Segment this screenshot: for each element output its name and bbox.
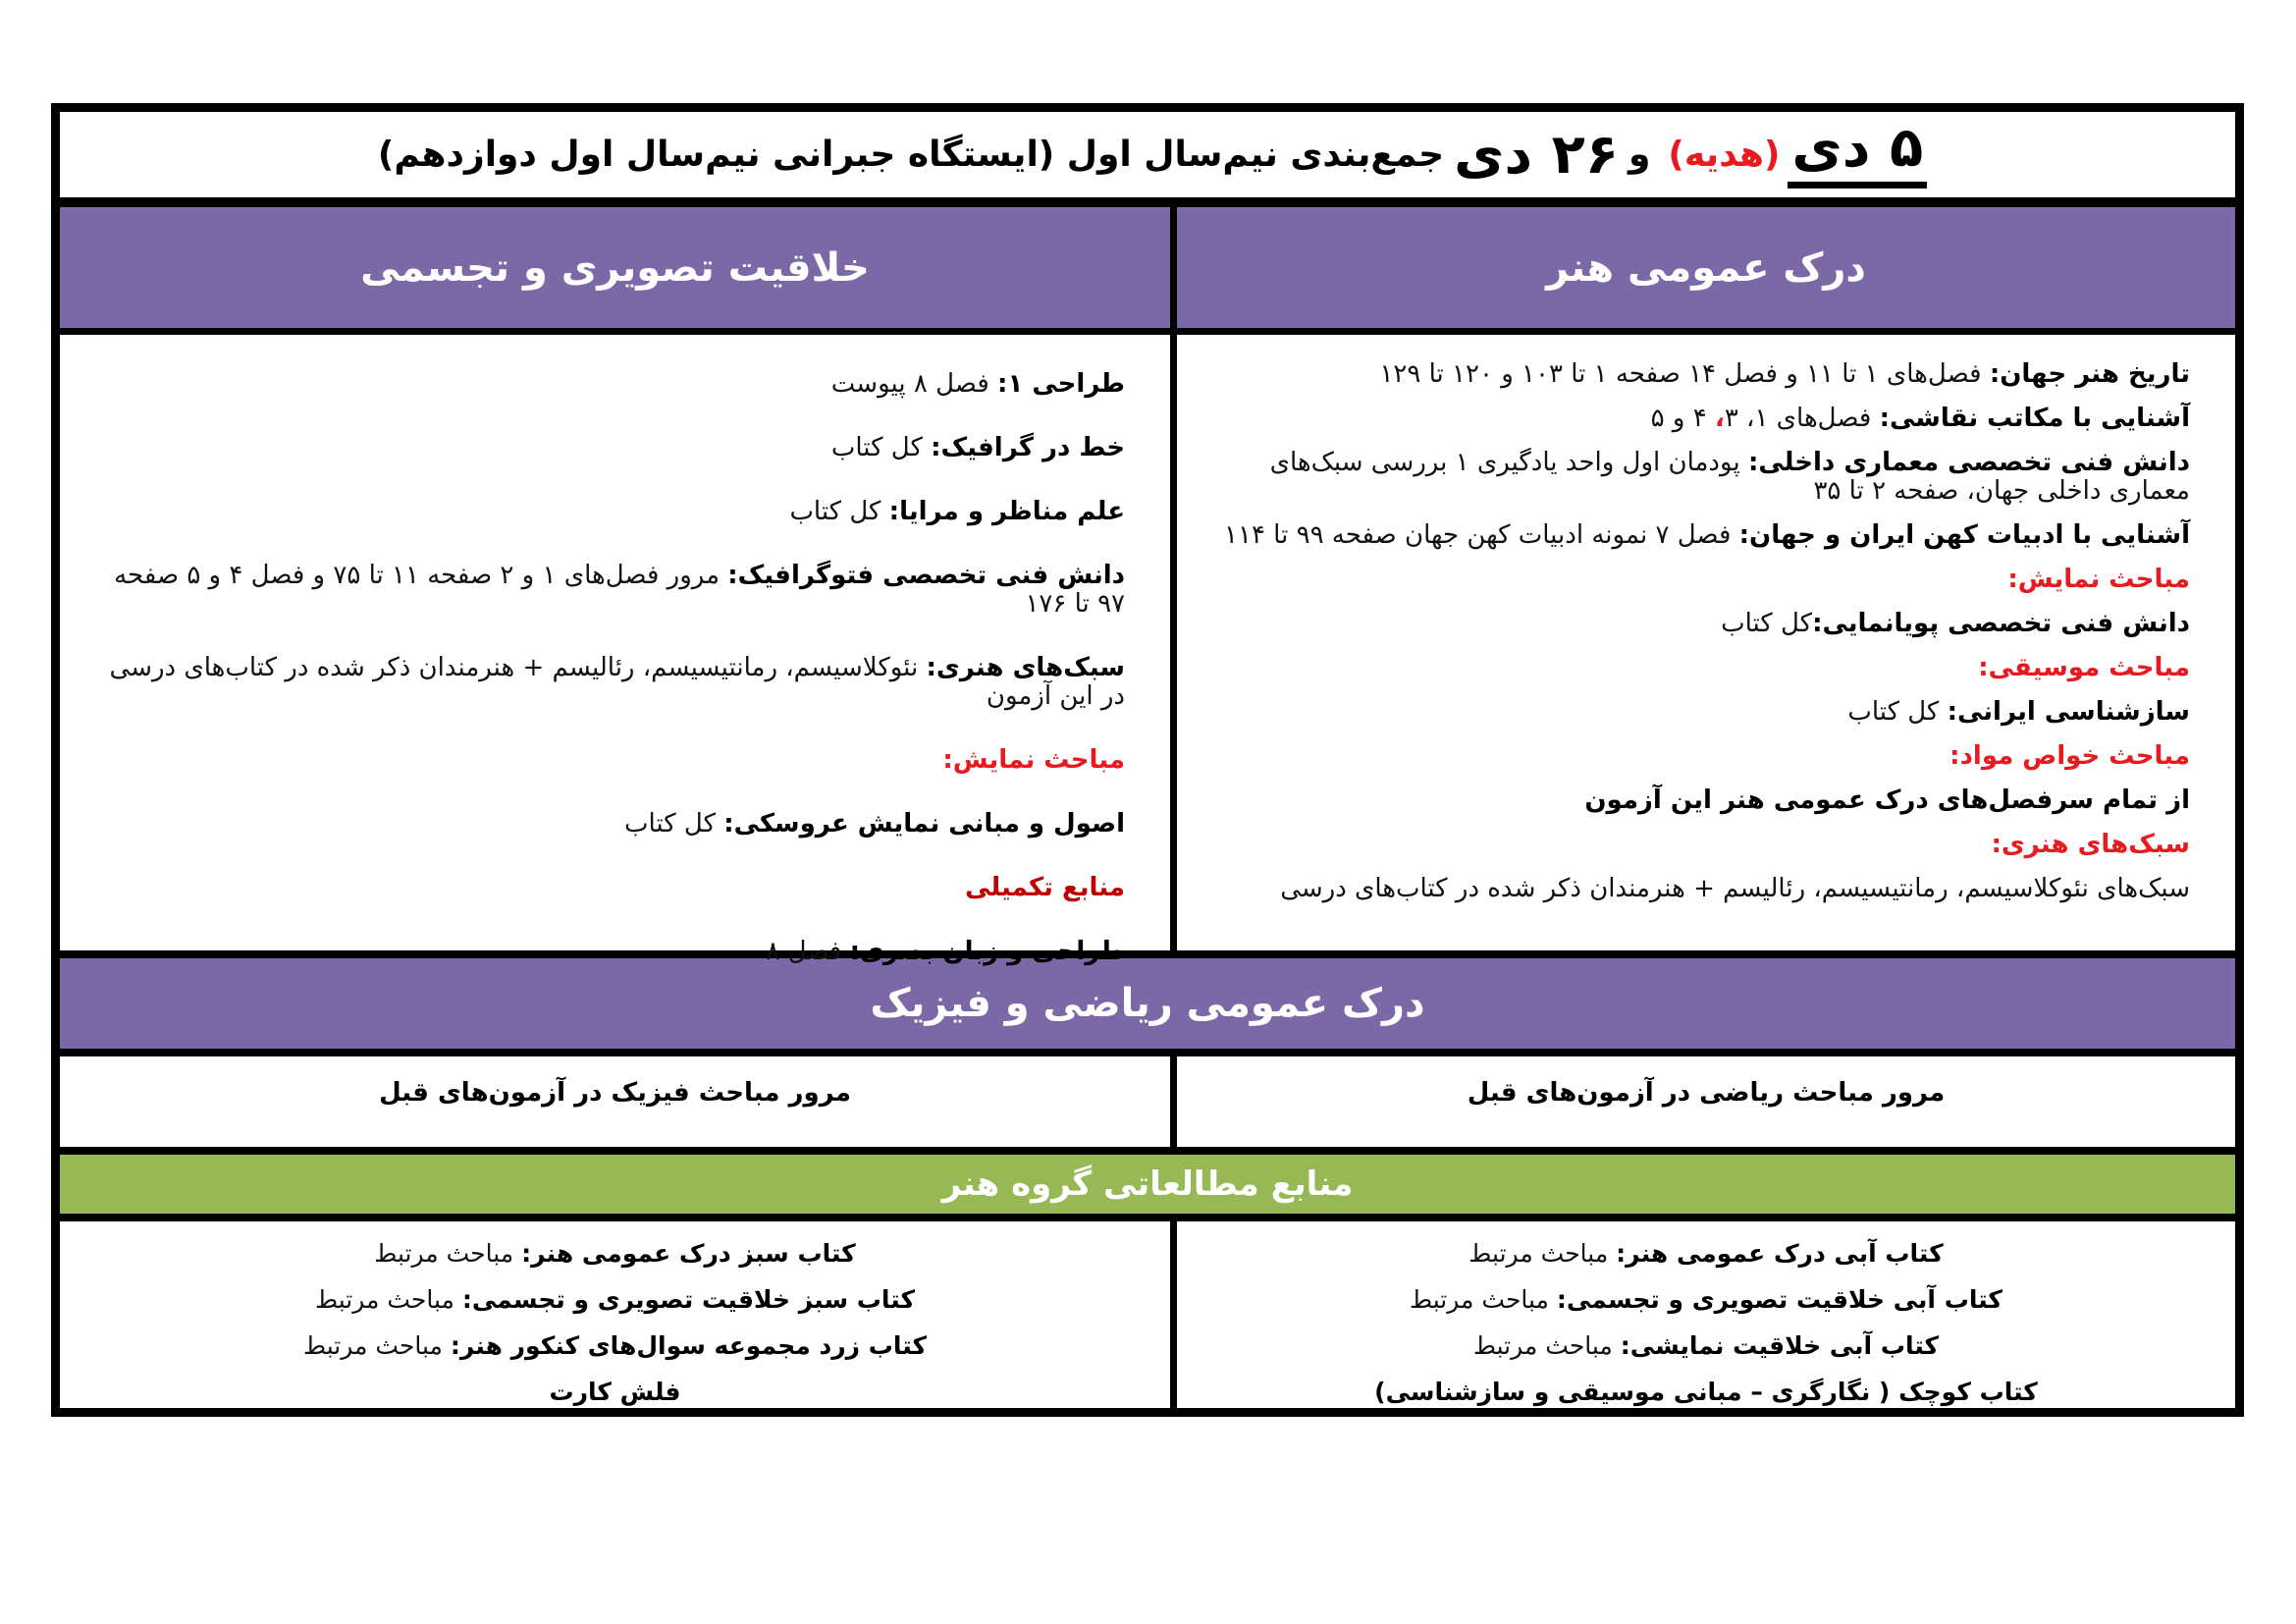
item-value: مباحث مرتبط: [374, 1239, 522, 1268]
item-value: پودمان اول واحد یادگیری ۱ بررسی سبک‌های معماری داخلی جهان، صفحه ۲ تا ۳۵: [1269, 448, 2190, 506]
item-value: فصل ۷ نمونه ادبیات کهن جهان صفحه ۹۹ تا ۱۱۴: [1224, 520, 1739, 550]
item-value: مباحث مرتبط: [1410, 1285, 1557, 1314]
section-label: منابع تکمیلی: [965, 873, 1125, 902]
title-conjunction: و: [1629, 135, 1651, 175]
content-line: [95, 370, 1125, 399]
subject-content-row: [60, 335, 2235, 966]
item-label: طراحی و زبان بصری:: [849, 937, 1125, 966]
content-line: [60, 1331, 1170, 1361]
subject-header-row: [60, 207, 2235, 335]
content-line: [1212, 449, 2190, 506]
content-line: [95, 810, 1125, 839]
title-date-2: ۲۶ دی: [1454, 122, 1619, 187]
general-art-content: [1170, 335, 2235, 950]
content-line: [1177, 1285, 2235, 1315]
item-value: کل کتاب: [624, 809, 724, 839]
content-line: [1212, 566, 2190, 594]
item-value: کل کتاب: [789, 497, 889, 526]
content-line: [1212, 610, 2190, 638]
section-label: ،: [1714, 404, 1725, 433]
item-value: مباحث مرتبط: [302, 1331, 451, 1360]
item-label: سازشناسی ایرانی:: [1947, 697, 2190, 727]
content-line: [1212, 831, 2190, 859]
resources-blue-books: [1170, 1221, 2235, 1408]
item-label: دانش فنی تخصصی معماری داخلی:: [1747, 448, 2190, 477]
study-plan-table: [51, 103, 2244, 1417]
content-line: [95, 874, 1125, 902]
item-label: کتاب کوچک ( نگارگری – مبانی موسیقی و سازشناسی): [1374, 1378, 2038, 1406]
header-general-art: درک عمومی هنر: [1170, 207, 2235, 328]
item-label: از تمام سرفصل‌های درک عمومی هنر این آزمون: [1584, 785, 2190, 815]
item-label: اصول و مبانی نمایش عروسکی:: [723, 809, 1125, 839]
item-value: مباحث مرتبط: [1468, 1239, 1617, 1268]
content-line: [95, 938, 1125, 966]
item-label: علم مناظر و مرایا:: [888, 497, 1125, 526]
item-value: فصل ۸: [766, 937, 850, 966]
item-value: مباحث مرتبط: [314, 1285, 462, 1314]
item-label: کتاب سبز درک عمومی هنر:: [521, 1239, 856, 1268]
content-line: [1212, 360, 2190, 389]
header-visual-creativity: خلاقیت تصویری و تجسمی: [60, 207, 1170, 328]
item-value: کل کتاب: [830, 433, 932, 462]
content-line: [1177, 1239, 2235, 1269]
content-line: [1177, 1378, 2235, 1407]
item-value: مرور فصل‌های ۱ و ۲ صفحه ۱۱ تا ۷۵ و فصل ۴ و ۵ صفحه ۹۷ تا ۱۷۶: [114, 561, 1125, 619]
item-label: کتاب آبی خلاقیت تصویری و تجسمی:: [1556, 1285, 2002, 1314]
content-line: [1177, 1331, 2235, 1361]
item-value: سبک‌های نئوکلاسیسم، رمانتیسیسم، رئالیسم + هنرمندان ذکر شده در کتاب‌های درسی: [1280, 874, 2190, 903]
item-label: طراحی ۱:: [997, 369, 1125, 399]
content-line: [60, 1378, 1170, 1407]
item-label: تاریخ هنر جهان:: [1989, 359, 2190, 389]
math-review: مرور مباحث ریاضی در آزمون‌های قبل: [1170, 1056, 2235, 1147]
section-label: سبک‌های هنری:: [1991, 830, 2190, 859]
content-line: [1212, 742, 2190, 771]
title-row: [60, 112, 2235, 207]
content-line: [1212, 698, 2190, 727]
item-label: کتاب آبی درک عمومی هنر:: [1616, 1239, 1944, 1268]
content-line: [95, 654, 1125, 711]
content-line: [60, 1285, 1170, 1315]
content-line: [95, 498, 1125, 526]
content-line: [1212, 875, 2190, 903]
title-text: جمع‌بندی نیم‌سال اول (ایستگاه جبرانی نیم‌سال اول دوازدهم): [377, 135, 1445, 175]
item-label: کتاب زرد مجموعه سوال‌های کنکور هنر:: [450, 1331, 928, 1360]
item-label: کتاب سبز خلاقیت تصویری و تجسمی:: [461, 1285, 915, 1314]
item-value: فصل‌های ۱ تا ۱۱ و فصل ۱۴ صفحه ۱ تا ۱۰۳ و ۱۲۰ تا ۱۲۹: [1379, 359, 1990, 389]
item-label: خط در گرافیک:: [931, 433, 1125, 462]
content-line: [1212, 786, 2190, 815]
content-line: [95, 746, 1125, 775]
item-label: آشنایی با ادبیات کهن ایران و جهان:: [1738, 520, 2190, 550]
title-gift-note: (هدیه): [1668, 135, 1781, 175]
item-value: مباحث مرتبط: [1472, 1331, 1621, 1360]
visual-creativity-content: [60, 335, 1170, 966]
item-value: فصل‌های ۱، ۳: [1724, 404, 1880, 433]
math-review-row: [60, 1056, 2235, 1155]
section-label: مباحث موسیقی:: [1978, 653, 2190, 682]
item-value: نئوکلاسیسم، رمانتیسیسم، رئالیسم + هنرمندان ذکر شده در کتاب‌های درسی در این آزمون: [109, 653, 1125, 711]
section-label: مباحث خواص مواد:: [1949, 741, 2190, 771]
item-label: دانش فنی تخصصی فتوگرافیک:: [727, 561, 1125, 590]
header-math-physics: درک عمومی ریاضی و فیزیک: [60, 958, 2235, 1056]
resources-green-books: [60, 1221, 1170, 1408]
item-label: دانش فنی تخصصی پویانمایی:: [1812, 609, 2190, 638]
content-line: [60, 1239, 1170, 1269]
item-label: آشنایی با مکاتب نقاشی:: [1879, 404, 2190, 433]
item-value: ۴ و ۵: [1650, 404, 1715, 433]
section-label: مباحث نمایش:: [2007, 565, 2190, 594]
content-line: [95, 434, 1125, 462]
title-date-1: ۵ دی: [1788, 121, 1927, 189]
item-value: کل کتاب: [1721, 609, 1813, 638]
item-label: کتاب آبی خلاقیت نمایشی:: [1620, 1331, 1940, 1360]
resources-row: [60, 1221, 2235, 1408]
item-label: فلش کارت: [549, 1378, 681, 1406]
content-line: [1212, 405, 2190, 433]
content-line: [1212, 521, 2190, 550]
item-label: سبک‌های هنری:: [926, 653, 1125, 682]
content-line: [95, 562, 1125, 619]
item-value: فصل ۸ پیوست: [830, 369, 998, 399]
content-line: [1212, 654, 2190, 682]
physics-review: مرور مباحث فیزیک در آزمون‌های قبل: [379, 1078, 851, 1108]
header-study-resources: منابع مطالعاتی گروه هنر: [60, 1155, 2235, 1221]
section-label: مباحث نمایش:: [942, 745, 1125, 775]
item-value: کل کتاب: [1847, 697, 1948, 727]
